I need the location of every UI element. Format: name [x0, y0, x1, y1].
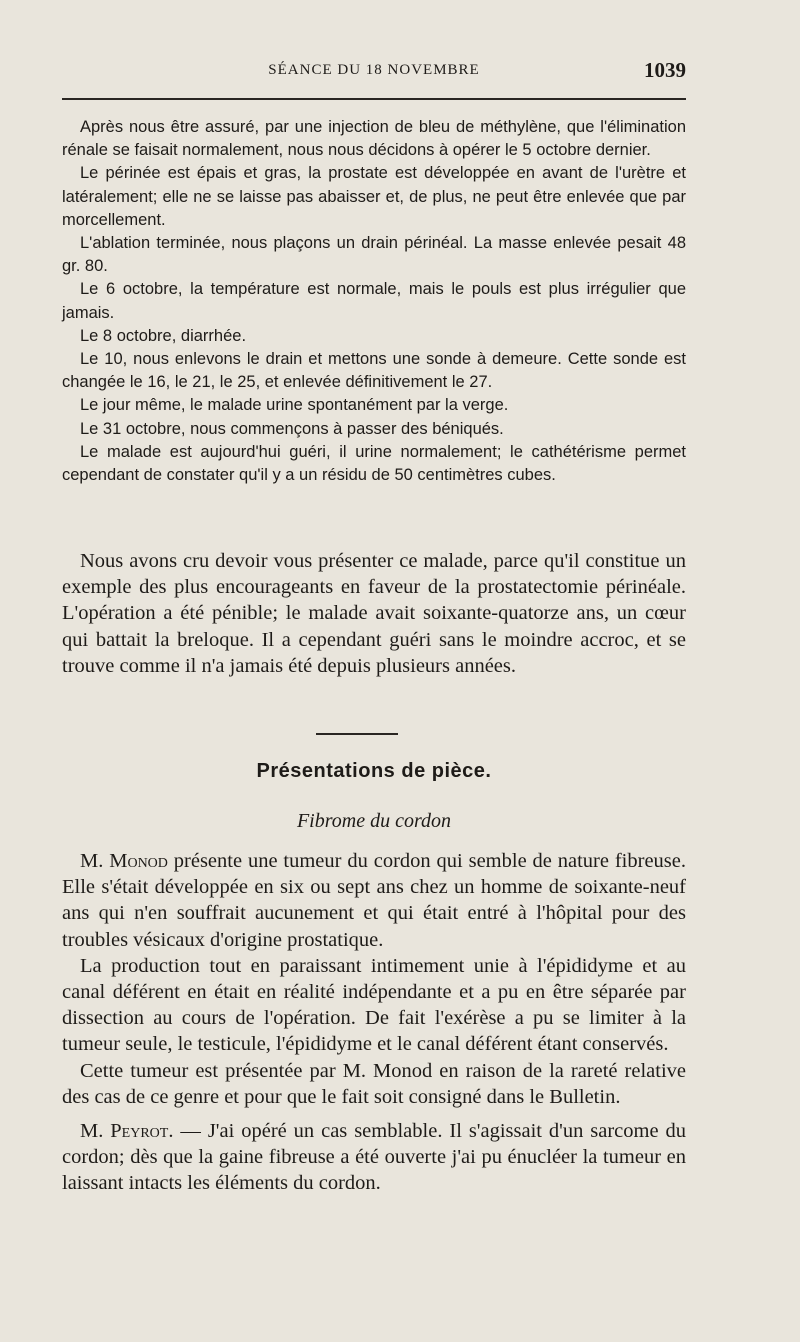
monod-paragraph-1 [62, 848, 686, 953]
header-rule [62, 98, 686, 100]
page-number: 1039 [644, 58, 686, 82]
case-note: Le malade est aujourd'hui guéri, il urine normalement; le cathétérisme permet cependant de constater qu'il y a un résidu de 50 centimètres cubes. [62, 442, 686, 485]
conclusion-paragraph: Nous avons cru devoir vous présenter ce malade, parce qu'il constitue un exemple des plus encourageants en faveur de la prostatectomie périnéale. L'opération a été pénible; le malade avait soixante-quatorze ans, un cœur qui battait la breloque. Il a cependant guéri sans le moindre accroc, et se trouve comme il n'a jamais été depuis plusieurs années. [62, 550, 686, 677]
section-separator [316, 733, 398, 735]
monod-presentation [62, 848, 686, 1197]
running-header [62, 58, 686, 86]
case-notes [62, 116, 686, 487]
conclusion-block [62, 548, 686, 679]
case-note: Le 10, nous enlevons le drain et mettons une sonde à demeure. Cette sonde est changée le 16, le 21, le 25, et enlevée définitivement le 27. [62, 350, 686, 392]
paragraph-gap [62, 1110, 686, 1118]
monod-text-1: présente une tumeur du cordon qui semble de nature fibreuse. Elle s'était développée en six ou sept ans chez un homme de soixante-neuf ans qui n'en souffrait aucunement et qui était entré à l'hôpital pour des troubles vésicaux d'origine prostatique. [62, 850, 686, 951]
section-title: Présentations de pièce. [256, 760, 492, 782]
monod-paragraph-3: Cette tumeur est présentée par M. Monod en raison de la rareté relative des cas de ce genre et pour que le fait soit consigné dans le Bulletin. [62, 1059, 686, 1108]
header-title: SÉANCE DU 18 NOVEMBRE [268, 62, 480, 78]
speaker-monod: M. Monod [80, 850, 168, 872]
peyrot-paragraph [62, 1118, 686, 1197]
case-note: Le jour même, le malade urine spontanément par la verge. [80, 396, 509, 415]
case-note: Le 6 octobre, la température est normale, mais le pouls est plus irrégulier que jamais. [62, 280, 686, 322]
case-note: Le 8 octobre, diarrhée. [80, 326, 247, 345]
speaker-peyrot: M. Peyrot. [80, 1120, 174, 1143]
case-note: Le périnée est épais et gras, la prostate est développée en avant de l'urètre et latéralement; elle ne se laisse pas abaisser et, de plus, ne peut être enlevée que par morcellement. [62, 164, 686, 229]
section-subtitle: Fibrome du cordon [296, 810, 452, 832]
peyrot-text: — J'ai opéré un cas semblable. Il s'agissait d'un sarcome du cordon; dès que la gaine fibreuse a été ouverte j'ai pu énucléer la tumeur en laissant intacts les éléments du cordon. [62, 1120, 687, 1195]
case-note: Le 31 octobre, nous commençons à passer des béniqués. [80, 419, 504, 438]
monod-paragraph-2: La production tout en paraissant intimement unie à l'épididyme et au canal déférent en était en réalité indépendante et a pu en être séparée par dissection au cours de l'opération. De fait l'exérèse a pu se limiter à la tumeur seule, le testicule, l'épididyme et le canal déférent étant conservés. [62, 954, 686, 1056]
case-note: L'ablation terminée, nous plaçons un drain périnéal. La masse enlevée pesait 48 gr. 80. [62, 234, 686, 276]
case-note: Après nous être assuré, par une injection de bleu de méthylène, que l'élimination rénale se faisait normalement, nous nous décidons à opérer le 5 octobre dernier. [62, 118, 686, 160]
